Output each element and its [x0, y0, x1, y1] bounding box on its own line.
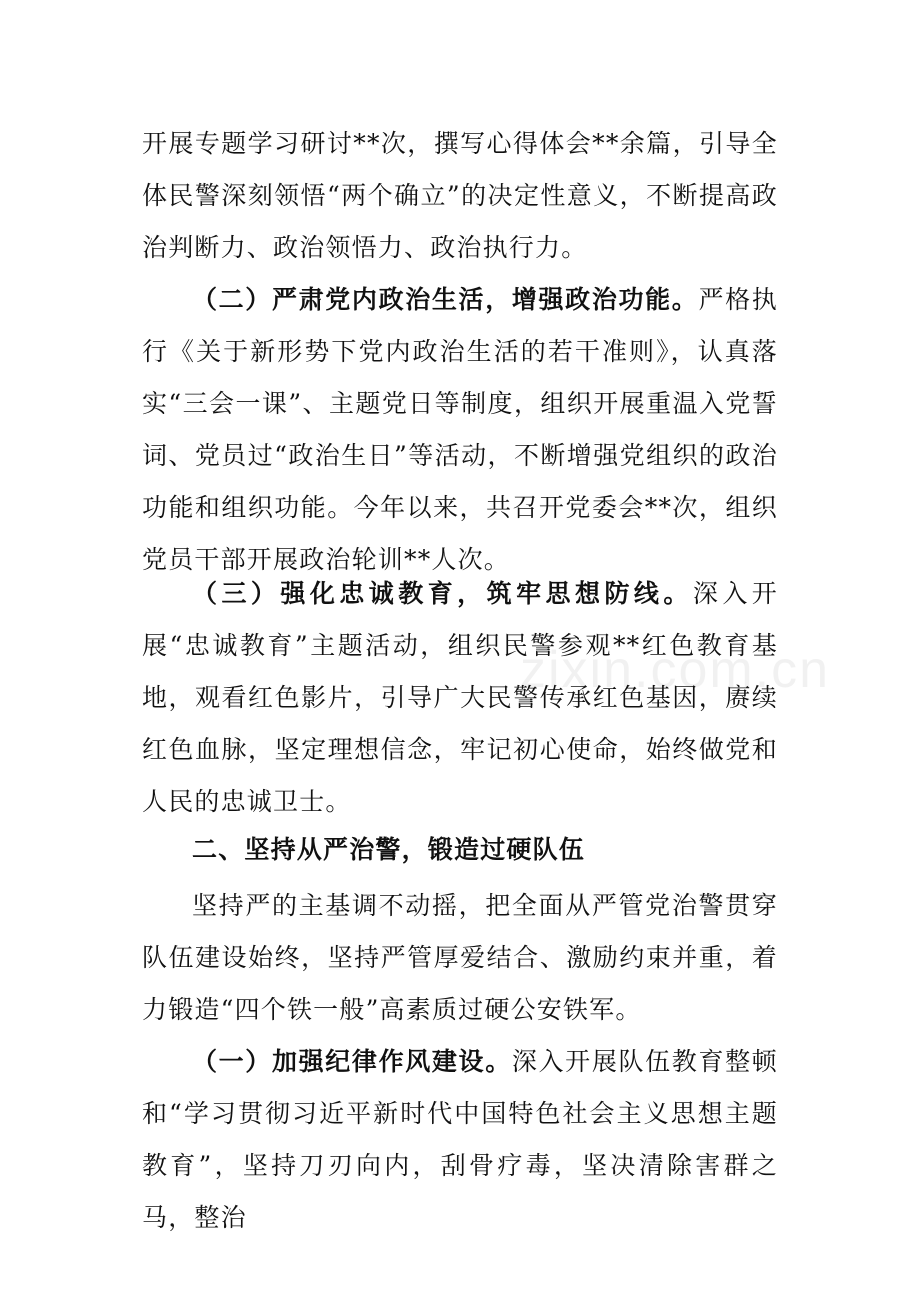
- paragraph-loyalty-education: [142, 568, 778, 828]
- paragraph-discipline-style: [142, 1036, 778, 1244]
- paragraph-discipline-body: 深入开展队伍教育整顿和“学习贯彻习近平新时代中国特色社会主义思想主题教育”，坚持刀刃向内，刮骨疗毒，坚决清除害群之马，整治: [142, 1047, 778, 1232]
- paragraph-party-life-body: 严格执行《关于新形势下党内政治生活的若干准则》，认真落实“三会一课”、主题党日等制度，组织开展重温入党誓词、党员过“政治生日”等活动，不断增强党组织的政治功能和组织功能。今年以来，共召开党委会**次，组织党员干部开展政治轮训**人次。: [142, 285, 778, 574]
- watermark-text: zixin.com.cn: [520, 641, 831, 699]
- paragraph-loyalty-heading: （三）强化忠诚教育，筑牢思想防线。: [192, 579, 693, 608]
- paragraph-loyalty-body: 深入开展“忠诚教育”主题活动，组织民警参观**红色教育基地，观看红色影片，引导广大民警传承红色基因，赓续红色血脉，坚定理想信念，牢记初心使命，始终做党和人民的忠诚卫士。: [142, 579, 779, 816]
- section-heading-2: 二、坚持从严治警，锻造过硬队伍: [192, 835, 586, 864]
- paragraph-discipline-heading: （一）加强纪律作风建设。: [192, 1047, 512, 1076]
- paragraph-party-life: [142, 274, 778, 586]
- paragraph-strict-governance: 坚持严的主基调不动摇，把全面从严管党治警贯穿队伍建设始终，坚持严管厚爱结合、激励约束并重，着力锻造“四个铁一般”高素质过硬公安铁军。: [142, 891, 778, 1024]
- paragraph-study-summary: 开展专题学习研讨**次，撰写心得体会**余篇，引导全体民警深刻领悟“两个确立”的决定性意义，不断提高政治判断力、政治领悟力、政治执行力。: [142, 129, 778, 262]
- paragraph-party-life-heading: （二）严肃党内政治生活，增强政治功能。: [192, 285, 699, 314]
